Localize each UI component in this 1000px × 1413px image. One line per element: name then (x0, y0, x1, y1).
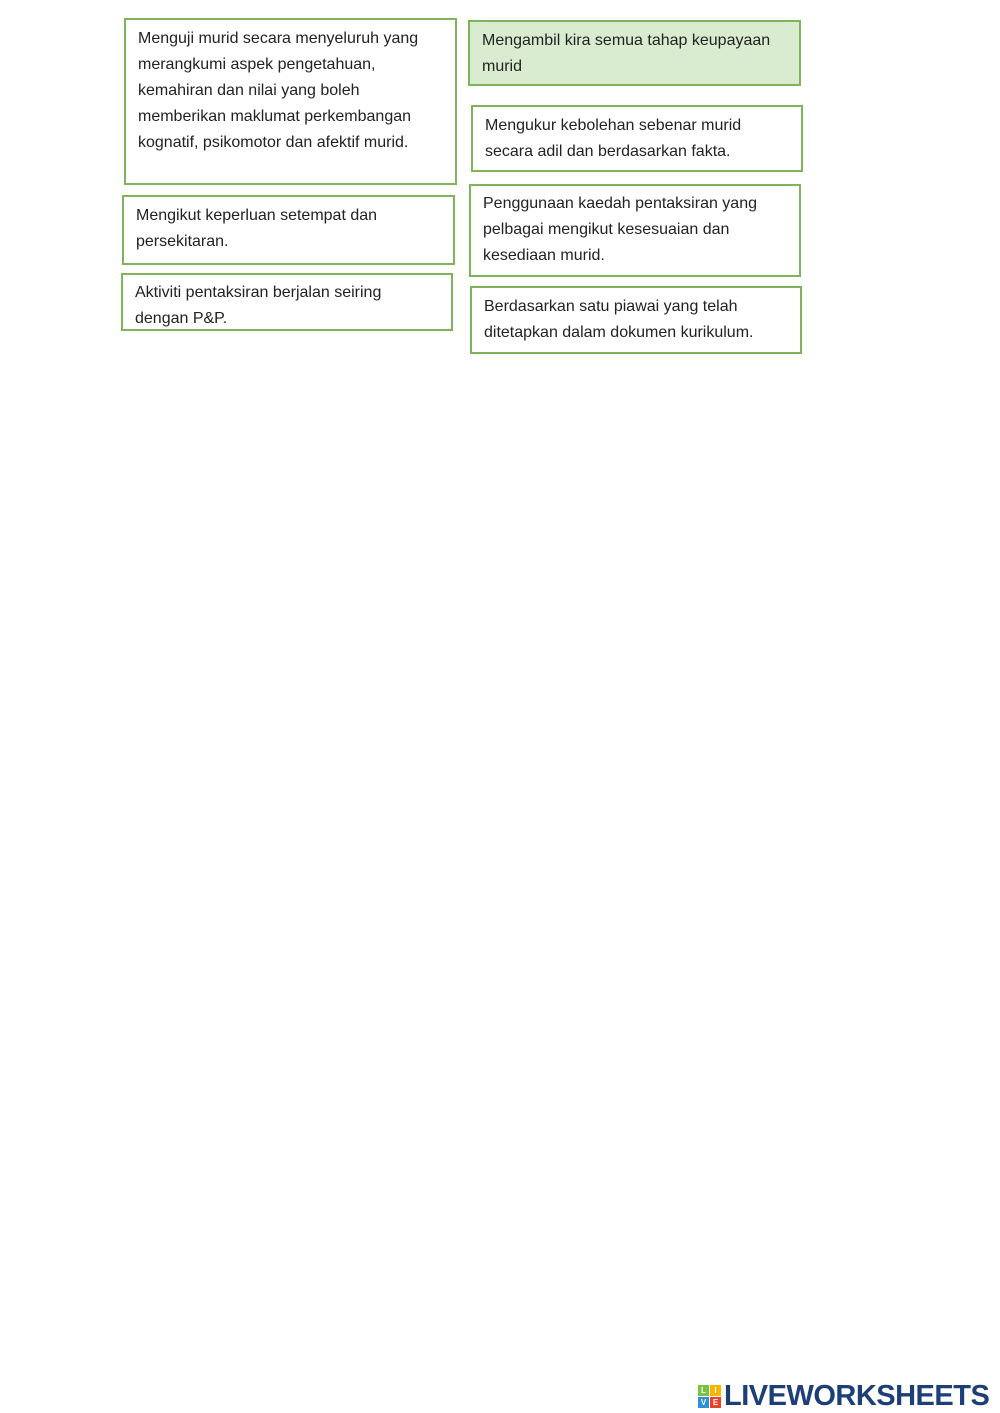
drag-card-5[interactable] (469, 184, 801, 277)
card-text: Mengukur kebolehan sebenar murid secara adil dan berdasarkan fakta. (485, 117, 742, 160)
drag-card-3[interactable] (471, 105, 803, 172)
card-text: Mengikut keperluan setempat dan persekitaran. (136, 207, 378, 250)
logo-cubes-icon (698, 1385, 721, 1408)
drag-card-7[interactable] (470, 286, 802, 354)
logo-text: LIVEWORKSHEETS (724, 1380, 990, 1412)
drag-card-6[interactable] (121, 273, 453, 331)
logo-cube: V (698, 1397, 709, 1408)
card-text: Menguji murid secara menyeluruh yang merangkumi aspek pengetahuan, kemahiran dan nilai yang boleh memberikan maklumat perkembangan kognatif, psikomotor dan afektif murid. (138, 30, 419, 151)
logo-cube: L (698, 1385, 709, 1396)
logo-cube: I (710, 1385, 721, 1396)
card-text: Aktiviti pentaksiran berjalan seiring dengan P&P. (135, 284, 382, 327)
card-text: Berdasarkan satu piawai yang telah ditetapkan dalam dokumen kurikulum. (484, 298, 754, 341)
logo-cube: E (710, 1397, 721, 1408)
liveworksheets-logo (698, 1380, 989, 1413)
card-text: Penggunaan kaedah pentaksiran yang pelbagai mengikut kesesuaian dan kesediaan murid. (483, 195, 757, 264)
card-text: Mengambil kira semua tahap keupayaan murid (482, 32, 771, 75)
drag-card-1[interactable] (124, 18, 457, 185)
drag-card-2[interactable] (468, 20, 801, 86)
drag-card-4[interactable] (122, 195, 455, 265)
